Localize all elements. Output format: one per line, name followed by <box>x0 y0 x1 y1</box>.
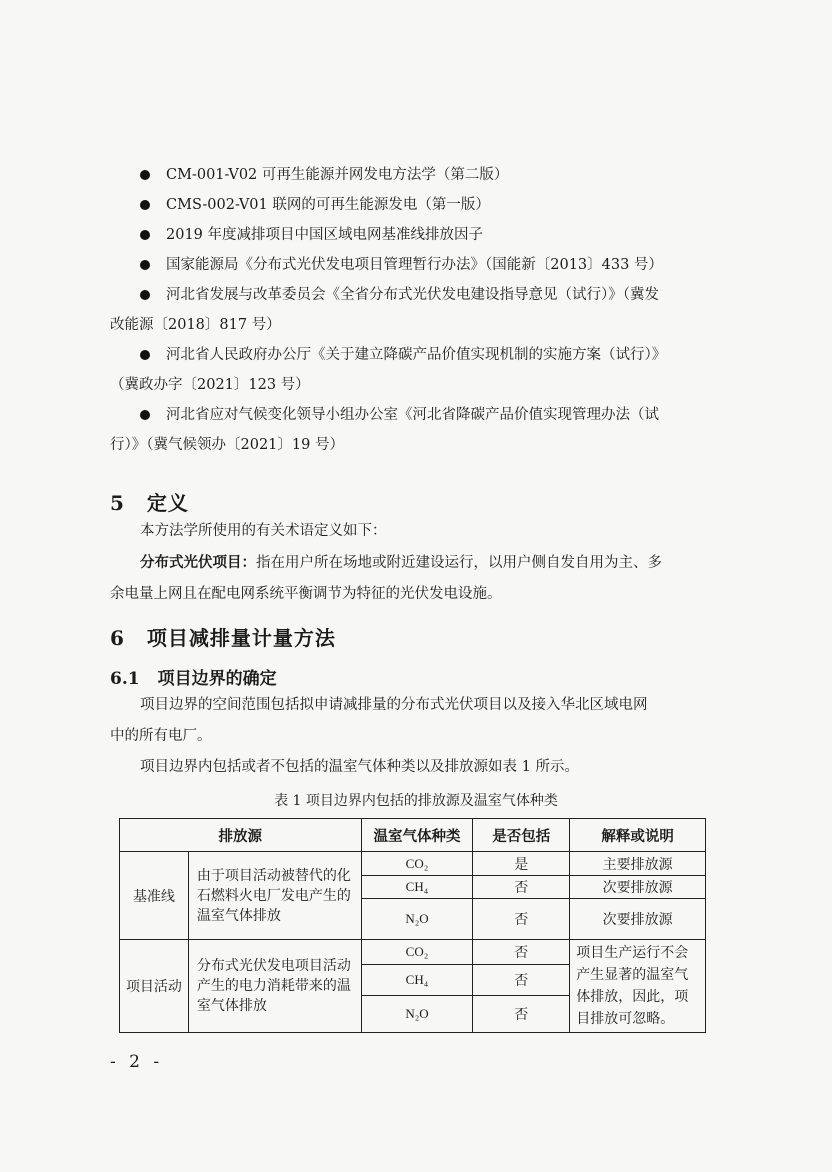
included-cell: 否 <box>473 964 570 995</box>
reference-item: 国家能源局《分布式光伏发电项目管理暂行办法》（国能新〔2013〕433 号） <box>110 250 720 280</box>
table-row <box>120 852 706 876</box>
reference-item: 河北省人民政府办公厅《关于建立降碳产品价值实现机制的实施方案（试行）》 （冀政办字〔2021〕123 号） <box>110 347 667 393</box>
header-gas: 温室气体种类 <box>361 819 473 852</box>
reference-list <box>110 160 720 460</box>
gas-cell: CO₂ <box>361 940 473 965</box>
included-cell: 否 <box>473 996 570 1033</box>
table-header-row <box>120 819 706 852</box>
section-6-heading: 6 项目减排量计量方法 <box>110 626 336 650</box>
bullet-dot-icon <box>140 410 150 420</box>
included-cell: 否 <box>473 940 570 965</box>
gas-cell: CH₄ <box>361 964 473 995</box>
emission-source-table <box>119 818 706 1033</box>
note-cell: 次要排放源 <box>570 876 706 899</box>
reference-item: 河北省发展与改革委员会《全省分布式光伏发电建设指导意见（试行）》（冀发 改能源〔2018〕817 号） <box>110 287 659 333</box>
reference-item: CMS-002-V01 联网的可再生能源发电（第一版） <box>110 190 720 220</box>
group-note: 项目生产运行不会产生显著的温室气体排放，因此，项目排放可忽略。 <box>570 940 706 1033</box>
header-note: 解释或说明 <box>570 819 706 852</box>
bullet-dot-icon <box>140 260 150 270</box>
reference-item: 2019 年度减排项目中国区域电网基准线排放因子 <box>110 220 720 250</box>
note-cell: 次要排放源 <box>570 899 706 940</box>
reference-item: CM-001-V02 可再生能源并网发电方法学（第二版） <box>110 160 720 190</box>
section-5-body: 本方法学所使用的有关术语定义如下： 分布式光伏项目：指在用户所在场地或附近建设运行，以用户侧自发自用为主、多 余电量上网且在配电网系统平衡调节为特征的光伏发电设施。 <box>110 523 662 602</box>
table-row <box>120 940 706 965</box>
included-cell: 否 <box>473 876 570 899</box>
included-cell: 否 <box>473 899 570 940</box>
gas-cell: CH₄ <box>361 876 473 899</box>
group-source: 分布式光伏发电项目活动产生的电力消耗带来的温室气体排放 <box>188 940 361 1033</box>
included-cell: 是 <box>473 852 570 876</box>
section-5-heading: 5 定义 <box>110 491 189 515</box>
note-cell: 主要排放源 <box>570 852 706 876</box>
bullet-dot-icon <box>140 170 150 180</box>
bullet-dot-icon <box>140 290 150 300</box>
section-6-1-heading: 6.1 项目边界的确定 <box>110 669 277 689</box>
table-caption: 表 1 项目边界内包括的排放源及温室气体种类 <box>274 793 558 809</box>
gas-cell: N₂O <box>361 996 473 1033</box>
gas-cell: CO₂ <box>361 852 473 876</box>
header-included: 是否包括 <box>473 819 570 852</box>
group-name: 基准线 <box>120 852 189 940</box>
bullet-dot-icon <box>140 230 150 240</box>
reference-item: 河北省应对气候变化领导小组办公室《河北省降碳产品价值实现管理办法（试 行）》（冀气候领办〔2021〕19 号） <box>110 407 659 453</box>
header-source: 排放源 <box>120 819 362 852</box>
group-name: 项目活动 <box>120 940 189 1033</box>
section-6-1-body: 项目边界的空间范围包括拟申请减排量的分布式光伏项目以及接入华北区域电网 中的所有电厂。 项目边界内包括或者不包括的温室气体种类以及排放源如表 1 所示。 <box>110 697 648 775</box>
bullet-dot-icon <box>140 350 150 360</box>
page-number: - 2 - <box>110 1052 164 1072</box>
gas-cell: N₂O <box>361 899 473 940</box>
term-label: 分布式光伏项目： <box>140 554 256 571</box>
group-source: 由于项目活动被替代的化石燃料火电厂发电产生的温室气体排放 <box>188 852 361 940</box>
bullet-dot-icon <box>140 200 150 210</box>
